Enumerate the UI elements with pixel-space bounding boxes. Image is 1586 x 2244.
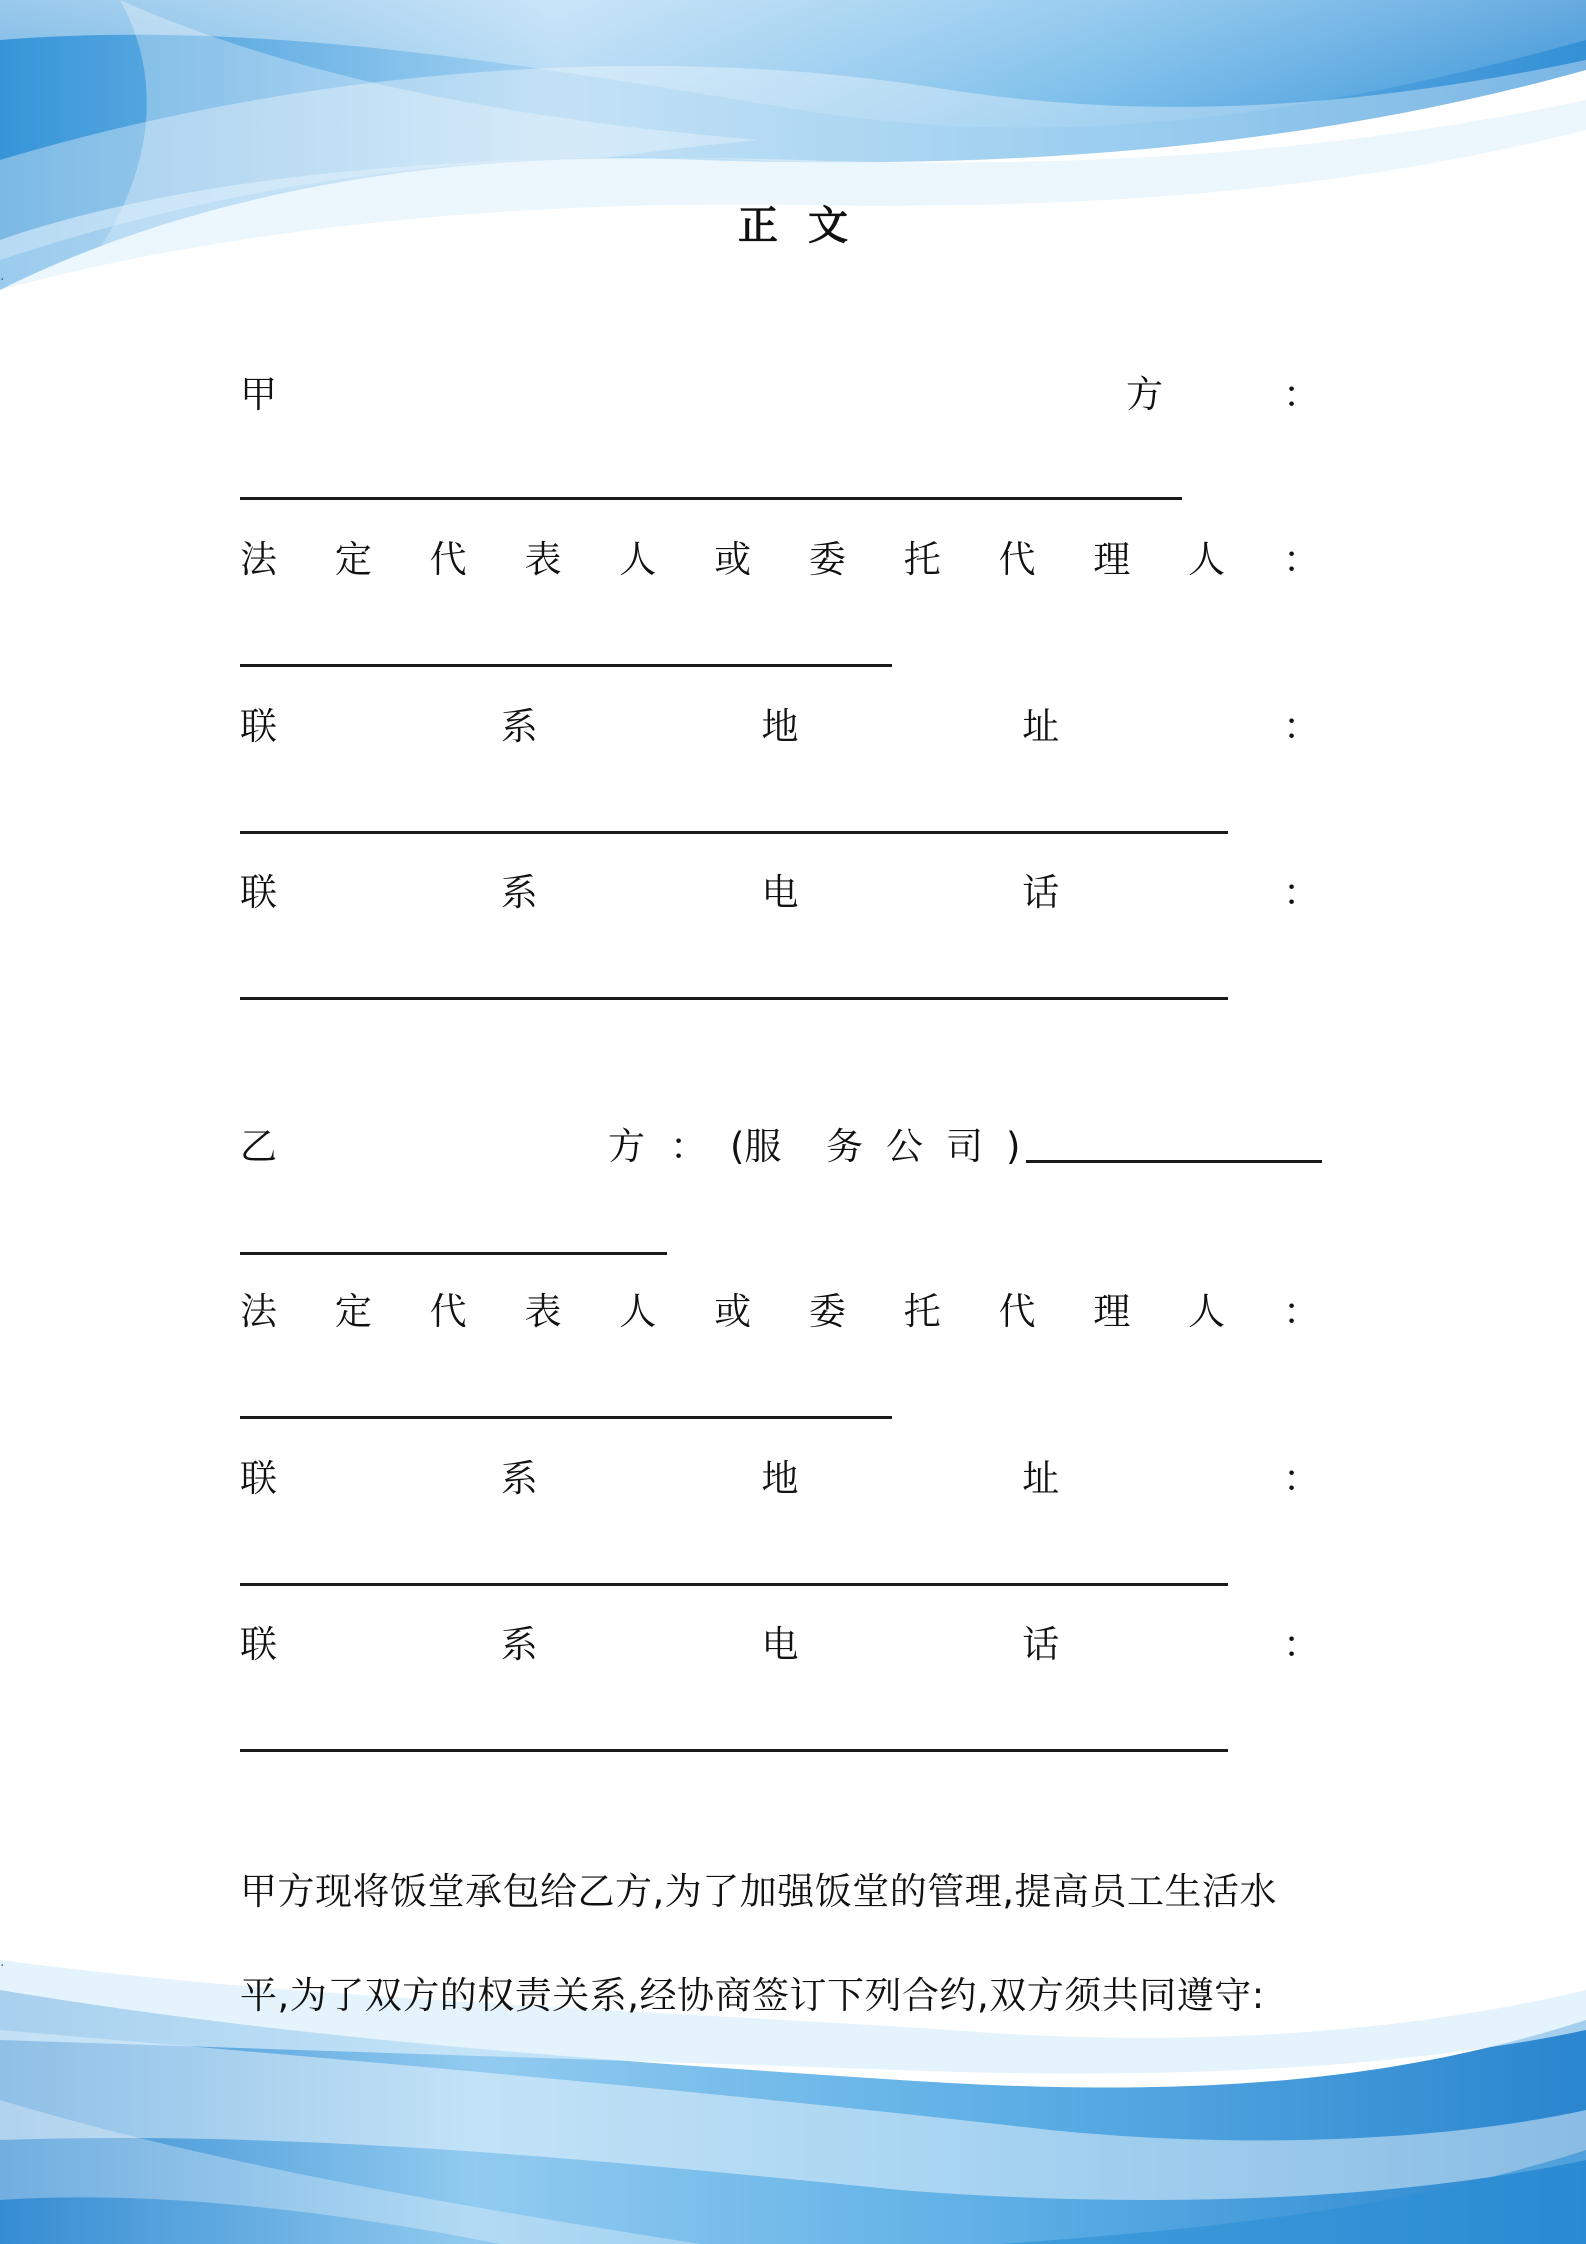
label-char: 代 (998, 538, 1036, 581)
party-a-name-blank[interactable] (240, 497, 1182, 500)
label-char: 委 (808, 538, 846, 581)
label-char: 址 (1022, 705, 1060, 748)
label-char: 话 (1022, 1623, 1060, 1666)
label-char: 系 (500, 1457, 538, 1500)
party-b-name-blank[interactable] (240, 1252, 667, 1255)
label-char: 乙 (240, 1125, 277, 1168)
party-b-address-label (240, 1449, 1320, 1509)
party-a-address-label (240, 697, 1320, 757)
label-char: ： (1282, 538, 1320, 581)
party-b-rep-label (240, 1282, 1320, 1342)
label-char: 委 (808, 1290, 846, 1333)
label-char: 务 (826, 1125, 863, 1168)
label-char: 表 (524, 538, 562, 581)
label-char: 联 (240, 871, 277, 914)
label-char: 托 (903, 538, 941, 581)
label-char: 代 (429, 538, 467, 581)
document-title: 正文 (738, 203, 878, 249)
label-char: 或 (714, 1290, 752, 1333)
label-char: 地 (761, 705, 799, 748)
party-b-name-blank-run[interactable] (1026, 1160, 1322, 1163)
label-char: 联 (240, 705, 277, 748)
label-char: 人 (619, 1290, 657, 1333)
label-char: 电 (761, 871, 799, 914)
label-char: 理 (1093, 1290, 1131, 1333)
label-char: 系 (500, 871, 538, 914)
party-b-phone-label (240, 1615, 1320, 1675)
party-b-name-label (240, 1117, 1348, 1177)
label-char: 人 (1188, 538, 1226, 581)
label-char: 司 (946, 1125, 983, 1168)
label-char: 系 (500, 705, 538, 748)
label-char: 法 (240, 1290, 277, 1333)
label-char: ： (1283, 1457, 1320, 1500)
party-a-address-blank[interactable] (240, 831, 1228, 834)
label-char: ： (1283, 871, 1320, 914)
label-char: 法 (240, 538, 277, 581)
label-char: ： (670, 1125, 707, 1168)
label-char: 表 (524, 1290, 562, 1333)
label-char: 代 (429, 1290, 467, 1333)
label-char: ) (1006, 1125, 1021, 1168)
label-char: ： (1282, 1290, 1320, 1333)
label-char: 联 (240, 1457, 277, 1500)
party-a-phone-label (240, 863, 1320, 923)
label-char: 公 (886, 1125, 923, 1168)
label-char: ： (1283, 705, 1320, 748)
label-char: 地 (761, 1457, 799, 1500)
party-a-phone-blank[interactable] (240, 997, 1228, 1000)
party-a-name-label (240, 365, 1320, 425)
party-b-address-blank[interactable] (240, 1583, 1228, 1586)
label-char: 理 (1093, 538, 1131, 581)
label-char: 系 (500, 1623, 538, 1666)
label-char: 定 (334, 1290, 372, 1333)
page-edge-mark: · (0, 1958, 5, 1974)
label-char: 代 (998, 1290, 1036, 1333)
label-char: (服 (730, 1125, 782, 1168)
label-char: ： (1283, 373, 1320, 416)
label-char: 或 (714, 538, 752, 581)
label-char: 托 (903, 1290, 941, 1333)
label-char: ： (1283, 1623, 1320, 1666)
page-edge-mark: · (0, 272, 5, 288)
label-char: 址 (1022, 1457, 1060, 1500)
label-char: 方 (1126, 373, 1163, 416)
party-b-rep-blank[interactable] (240, 1416, 892, 1419)
label-char: 话 (1022, 871, 1060, 914)
label-char: 人 (619, 538, 657, 581)
party-a-rep-blank[interactable] (240, 664, 892, 667)
intro-line-2: 平,为了双方的权责关系,经协商签订下列合约,双方须共同遵守: (240, 1974, 1265, 2017)
party-b-phone-blank[interactable] (240, 1749, 1228, 1752)
party-a-rep-label (240, 530, 1320, 590)
label-char: 联 (240, 1623, 277, 1666)
intro-line-1: 甲方现将饭堂承包给乙方,为了加强饭堂的管理,提高员工生活水 (240, 1870, 1278, 1913)
label-char: 电 (761, 1623, 799, 1666)
label-char: 人 (1188, 1290, 1226, 1333)
label-char: 方 (608, 1125, 645, 1168)
label-char: 定 (334, 538, 372, 581)
label-char: 甲 (240, 373, 277, 416)
